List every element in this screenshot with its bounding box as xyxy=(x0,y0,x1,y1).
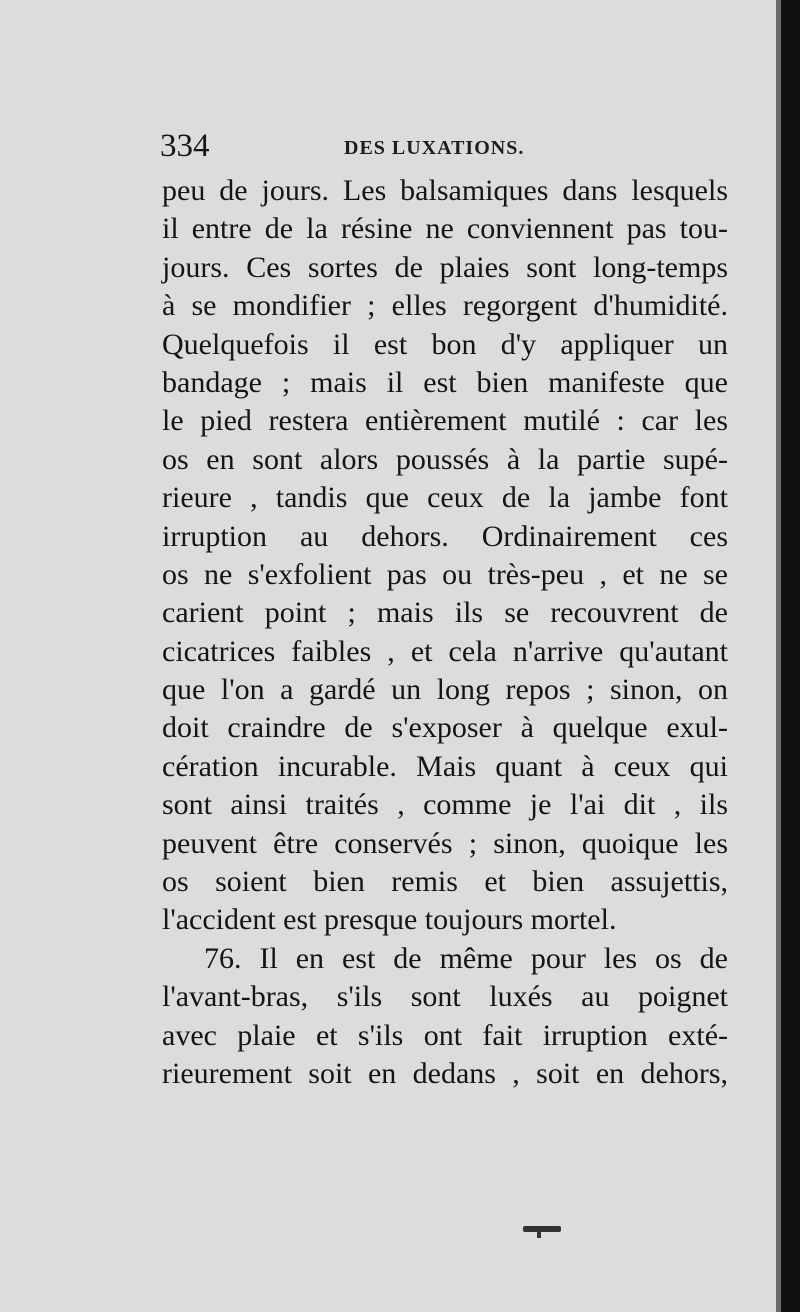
text-line: sont ainsi traités , comme je l'ai dit , ils xyxy=(162,788,728,822)
text-line: cération incurable. Mais quant à ceux qui xyxy=(162,749,728,783)
text-line: il entre de la résine ne conviennent pas tou- xyxy=(162,212,728,246)
text-line: os ne s'exfolient pas ou très-peu , et ne se xyxy=(162,557,728,591)
page-edge-highlight xyxy=(776,0,781,1312)
text-line: Quelquefois il est bon d'y appliquer un xyxy=(162,327,728,361)
text-line: os en sont alors poussés à la partie supé- xyxy=(162,442,728,476)
page-edge xyxy=(776,0,800,1312)
body-text xyxy=(162,172,728,1093)
text-line: avec plaie et s'ils ont fait irruption exté- xyxy=(162,1018,728,1052)
text-line: peuvent être conservés ; sinon, quoique les xyxy=(162,826,728,860)
text-line: jours. Ces sortes de plaies sont long-temps xyxy=(162,250,728,284)
text-line: os soient bien remis et bien assujettis, xyxy=(162,865,728,899)
page-header xyxy=(160,128,560,168)
text-line: le pied restera entièrement mutilé : car les xyxy=(162,404,728,438)
text-line: cicatrices faibles , et cela n'arrive qu'autant xyxy=(162,634,728,668)
text-line: bandage ; mais il est bien manifeste que xyxy=(162,365,728,399)
text-line: irruption au dehors. Ordinairement ces xyxy=(162,519,728,553)
text-line: à se mondifier ; elles regorgent d'humidité. xyxy=(162,289,728,323)
text-line: que l'on a gardé un long repos ; sinon, on xyxy=(162,673,728,707)
running-head: DES LUXATIONS. xyxy=(344,137,525,159)
text-line: doit craindre de s'exposer à quelque exul- xyxy=(162,711,728,745)
text-line: 76. Il en est de même pour les os de xyxy=(204,941,728,975)
text-line: l'avant-bras, s'ils sont luxés au poignet xyxy=(162,980,728,1014)
text-line: rieure , tandis que ceux de la jambe font xyxy=(162,481,728,515)
text-line: carient point ; mais ils se recouvrent de xyxy=(162,596,728,630)
text-line: l'accident est presque toujours mortel. xyxy=(162,903,617,937)
ink-mark xyxy=(523,1226,561,1232)
text-line: rieurement soit en dedans , soit en dehors, xyxy=(162,1056,728,1090)
text-line: peu de jours. Les balsamiques dans lesquels xyxy=(162,174,728,207)
page-number: 334 xyxy=(160,128,210,164)
